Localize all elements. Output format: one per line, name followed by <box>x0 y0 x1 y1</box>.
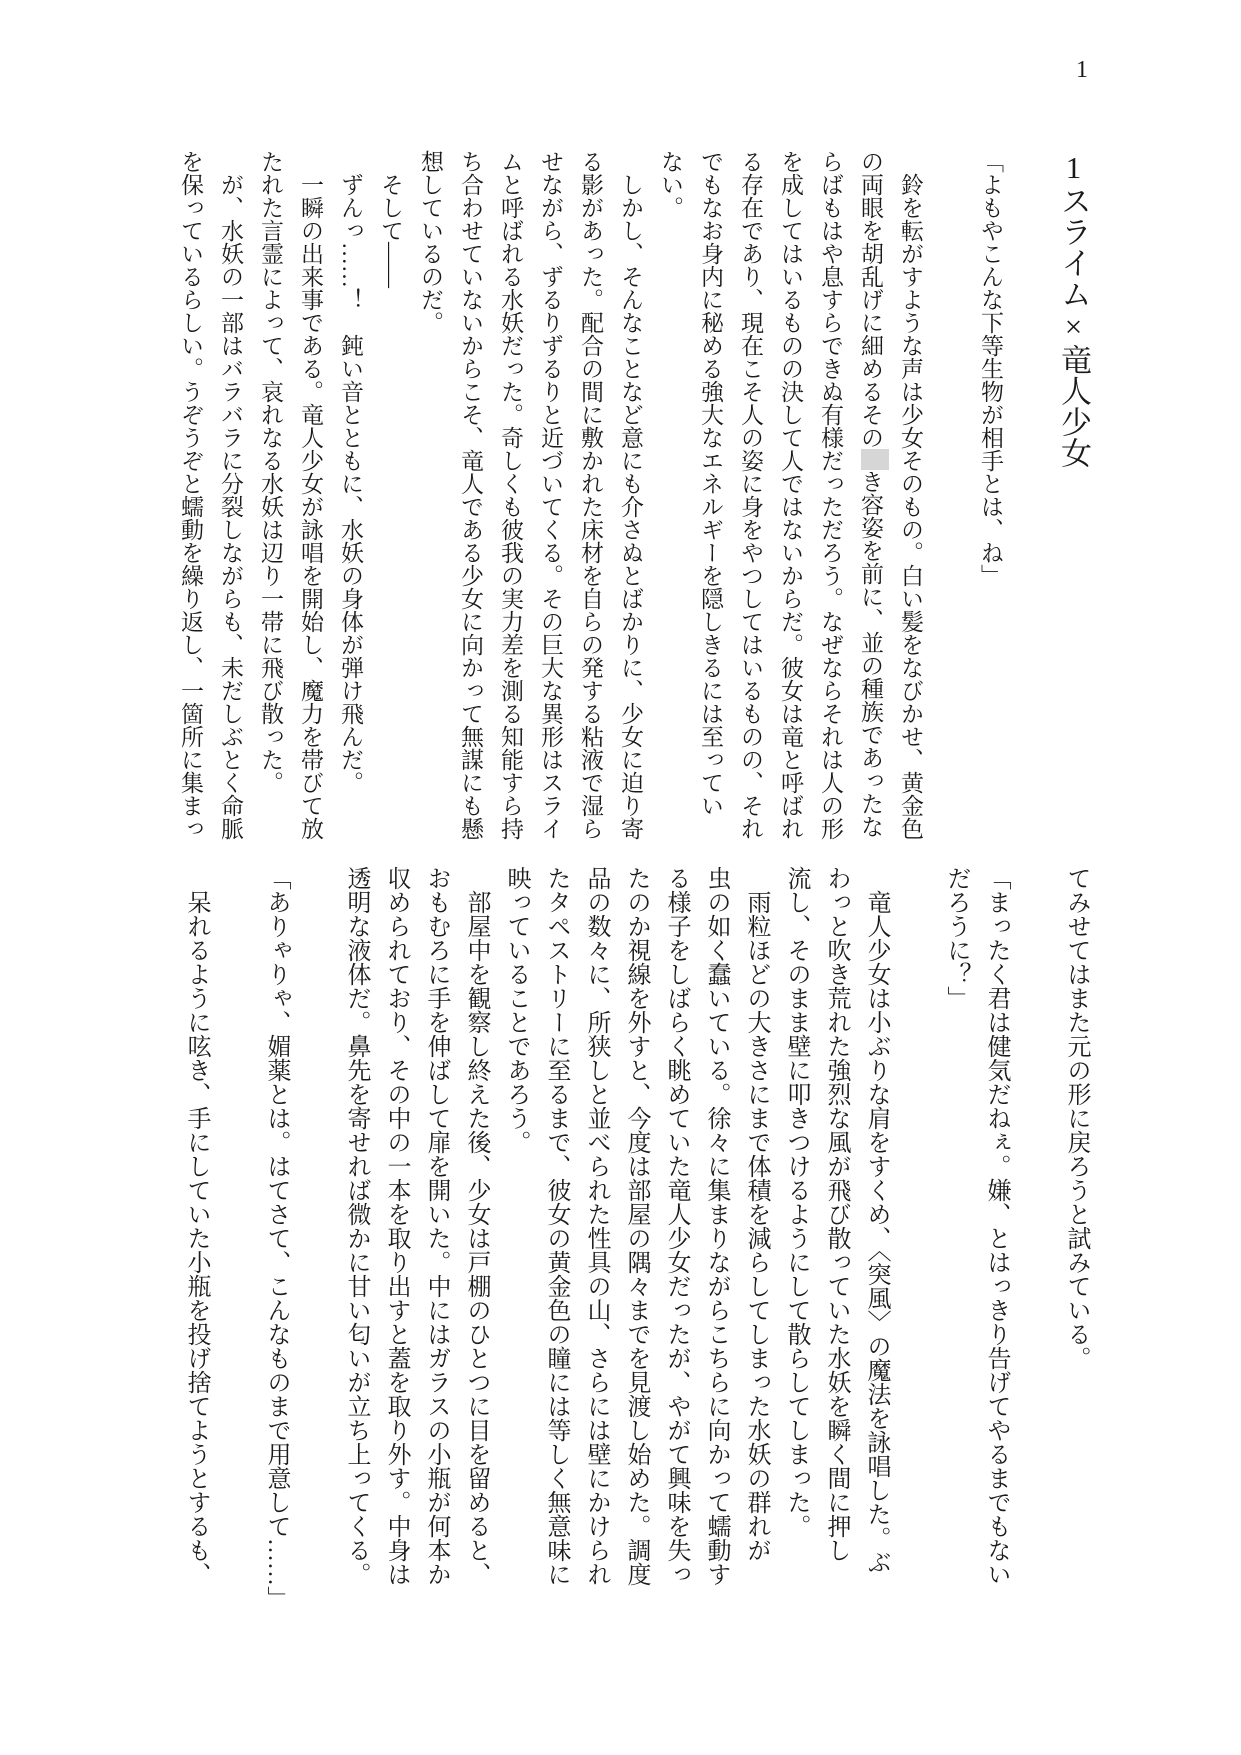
text-line: 虫の如く蠢いている。徐々に集まりながらこちらに向かって蠕動す <box>703 866 729 1586</box>
upper-text-block <box>170 150 1096 842</box>
text-line: たタペストリーに至るまで、彼女の黄金色の瞳には等しく無意味に <box>543 866 569 1586</box>
text-segment: の両眼を胡乱げに細めるその <box>858 150 883 449</box>
text-line: 透明な液体だ。鼻先を寄せれば微かに甘い匂いが立ち上ってくる。 <box>343 866 369 1586</box>
text-line: せながら、ずるりずるりと近づいてくる。その巨大な異形はスライ <box>538 150 563 840</box>
text-line: 鈴を転がすような声は少女そのもの。白い髪をなびかせ、黄金色 <box>898 150 923 840</box>
text-line: を保っているらしい。うぞうぞと蠕動を繰り返し、一箇所に集まっ <box>178 150 203 840</box>
text-segment: き容姿を前に、並の種族であったな <box>858 470 883 838</box>
text-line: 一瞬の出来事である。竜人少女が詠唱を開始し、魔力を帯びて放 <box>298 150 323 840</box>
text-line: わっと吹き荒れた強烈な風が飛び散っていた水妖を瞬く間に押し <box>823 866 849 1562</box>
lower-text-block <box>176 866 1096 1610</box>
chapter-title: 1スライム×竜人少女 <box>1056 150 1091 468</box>
text-line: る影があった。配合の間に敷かれた床材を自らの発する粘液で湿ら <box>578 150 603 840</box>
text-line: が、水妖の一部はバラバラに分裂しながらも、未だしぶとく命脈 <box>218 150 243 840</box>
text-line-with-censor <box>850 150 890 842</box>
text-line: ムと呼ばれる水妖だった。奇しくも彼我の実力差を測る知能すら持 <box>498 150 523 840</box>
text-line: しかし、そんなことなど意にも介さぬとばかりに、少女に迫り寄 <box>618 150 643 840</box>
text-line: 呆れるように呟き、手にしていた小瓶を投げ捨てようとするも、 <box>183 866 209 1586</box>
text-line: たのか視線を外すと、今度は部屋の隅々までを見渡し始めた。調度 <box>623 866 649 1586</box>
text-line: 竜人少女は小ぶりな肩をすくめ、〈突風〉の魔法を詠唱した。ぶ <box>863 866 889 1574</box>
text-line: 流し、そのまま壁に叩きつけるようにして散らしてしまった。 <box>783 866 809 1538</box>
text-line: そして―― <box>378 150 403 288</box>
text-line: 収められており、その中の一本を取り出すと蓋を取り外す。中身は <box>383 866 409 1586</box>
text-line: たれた言霊によって、哀れなる水妖は辺り一帯に飛び散った。 <box>258 150 283 794</box>
text-line: 「よもやこんな下等生物が相手とは、ね」 <box>978 150 1003 587</box>
text-line: る存在であり、現在こそ人の姿に身をやつしてはいるものの、それ <box>738 150 763 840</box>
text-line: 部屋中を観察し終えた後、少女は戸棚のひとつに目を留めると、 <box>463 866 489 1586</box>
blank-line <box>1010 150 1050 842</box>
text-line: る様子をしばらく眺めていた竜人少女だったが、やがて興味を失っ <box>663 866 689 1586</box>
text-line: ない。 <box>658 150 683 219</box>
text-line: 「ありゃりゃ、媚薬とは。はてさて、こんなものまで用意して……」 <box>263 866 289 1610</box>
text-line: を成してはいるものの決して人ではないからだ。彼女は竜と呼ばれ <box>778 150 803 840</box>
text-line: 品の数々に、所狭しと並べられた性具の山、さらには壁にかけられ <box>583 866 609 1586</box>
blank-line <box>296 866 336 1588</box>
page-number: 1 <box>1076 57 1088 83</box>
text-line: らばもはや息すらできぬ有様だっただろう。なぜならそれは人の形 <box>818 150 843 840</box>
blank-line <box>896 866 936 1588</box>
text-line: ち合わせていないからこそ、竜人である少女に向かって無謀にも懸 <box>458 150 483 840</box>
text-line: でもなお身内に秘める強大なエネルギーを隠しきるには至ってい <box>698 150 723 817</box>
text-line: 雨粒ほどの大きさにまで体積を減らしてしまった水妖の群れが <box>743 866 769 1562</box>
censor-box <box>861 449 889 470</box>
text-line: おもむろに手を伸ばして扉を開いた。中にはガラスの小瓶が何本か <box>423 866 449 1586</box>
text-line: 「まったく君は健気だねぇ。嫌、とはっきり告げてやるまでもない <box>983 866 1009 1586</box>
text-line: てみせてはまた元の形に戻ろうと試みている。 <box>1063 866 1089 1370</box>
text-line: 映っていることであろう。 <box>503 866 529 1154</box>
text-line: 想しているのだ。 <box>418 150 443 334</box>
blank-line <box>1016 866 1056 1588</box>
text-line: だろうに？」 <box>943 866 969 1010</box>
blank-line <box>216 866 256 1588</box>
text-line: ずんっ……！ 鈍い音とともに、水妖の身体が弾け飛んだ。 <box>338 150 363 794</box>
blank-line <box>930 150 970 842</box>
